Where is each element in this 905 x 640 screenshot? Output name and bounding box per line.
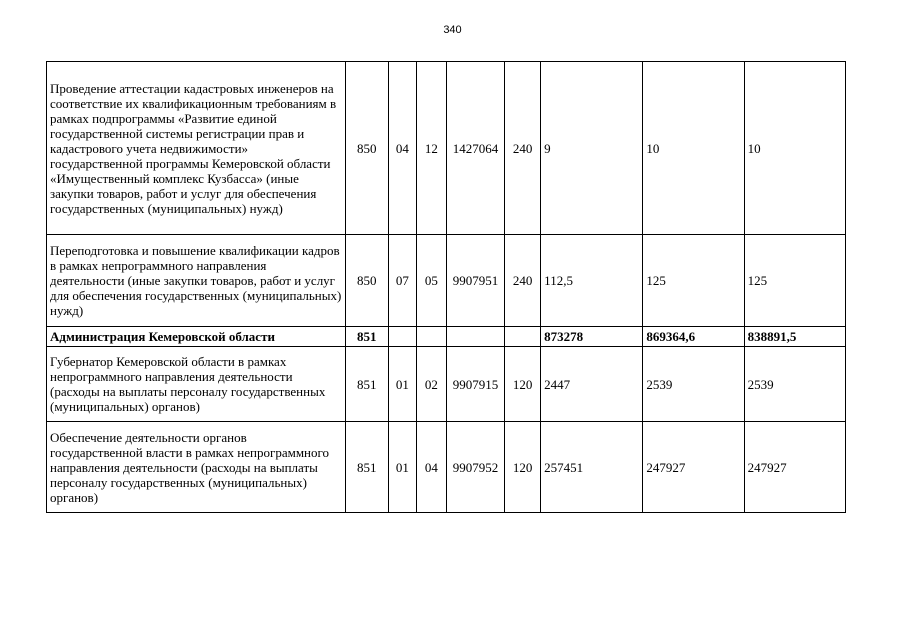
expense-type-code (505, 327, 541, 347)
budget-table (46, 61, 846, 513)
subsection-code: 05 (416, 235, 446, 327)
amount-year-1: 112,5 (541, 235, 643, 327)
section-code: 01 (388, 422, 416, 513)
target-article-code: 9907915 (446, 347, 504, 422)
row-description: Администрация Кемеровской области (47, 327, 346, 347)
subsection-code (416, 327, 446, 347)
section-code: 01 (388, 347, 416, 422)
target-article-code (446, 327, 504, 347)
amount-year-3: 838891,5 (744, 327, 845, 347)
subsection-code: 04 (416, 422, 446, 513)
row-description: Обеспечение деятельности органов государственной власти в рамках непрограммного направления деятельности (расходы на выплаты персоналу государственных (муниципальных) органов) (47, 422, 346, 513)
expense-type-code: 240 (505, 235, 541, 327)
table-row (47, 235, 846, 327)
target-article-code: 9907952 (446, 422, 504, 513)
amount-year-2: 10 (643, 62, 744, 235)
row-description: Губернатор Кемеровской области в рамках непрограммного направления деятельности (расходы на выплаты персоналу государственных (муниципальных) органов) (47, 347, 346, 422)
ved-code: 850 (345, 235, 388, 327)
amount-year-1: 9 (541, 62, 643, 235)
amount-year-3: 2539 (744, 347, 845, 422)
expense-type-code: 120 (505, 347, 541, 422)
expense-type-code: 120 (505, 422, 541, 513)
subsection-code: 02 (416, 347, 446, 422)
amount-year-1: 257451 (541, 422, 643, 513)
ved-code: 851 (345, 327, 388, 347)
page-number: 340 (443, 24, 462, 36)
table-row (47, 347, 846, 422)
target-article-code: 1427064 (446, 62, 504, 235)
ved-code: 851 (345, 347, 388, 422)
section-code: 07 (388, 235, 416, 327)
target-article-code: 9907951 (446, 235, 504, 327)
table-row (47, 62, 846, 235)
subsection-code: 12 (416, 62, 446, 235)
amount-year-3: 10 (744, 62, 845, 235)
amount-year-2: 125 (643, 235, 744, 327)
row-description: Переподготовка и повышение квалификации кадров в рамках непрограммного направления деятельности (иные закупки товаров, работ и услуг для обеспечения государственных (муниципальных) нужд) (47, 235, 346, 327)
amount-year-3: 247927 (744, 422, 845, 513)
amount-year-1: 2447 (541, 347, 643, 422)
table-row (47, 327, 846, 347)
amount-year-2: 869364,6 (643, 327, 744, 347)
section-code: 04 (388, 62, 416, 235)
table-row (47, 422, 846, 513)
expense-type-code: 240 (505, 62, 541, 235)
ved-code: 851 (345, 422, 388, 513)
amount-year-2: 2539 (643, 347, 744, 422)
amount-year-1: 873278 (541, 327, 643, 347)
amount-year-3: 125 (744, 235, 845, 327)
ved-code: 850 (345, 62, 388, 235)
section-code (388, 327, 416, 347)
row-description: Проведение аттестации кадастровых инженеров на соответствие их квалификационным требованиям в рамках подпрограммы «Развитие единой государственной системы регистрации прав и кадастрового учета недвижимости» государственной программы Кемеровской области «Имущественный комплекс Кузбасса» (иные закупки товаров, работ и услуг для обеспечения государственных (муниципальных) нужд) (47, 62, 346, 235)
amount-year-2: 247927 (643, 422, 744, 513)
